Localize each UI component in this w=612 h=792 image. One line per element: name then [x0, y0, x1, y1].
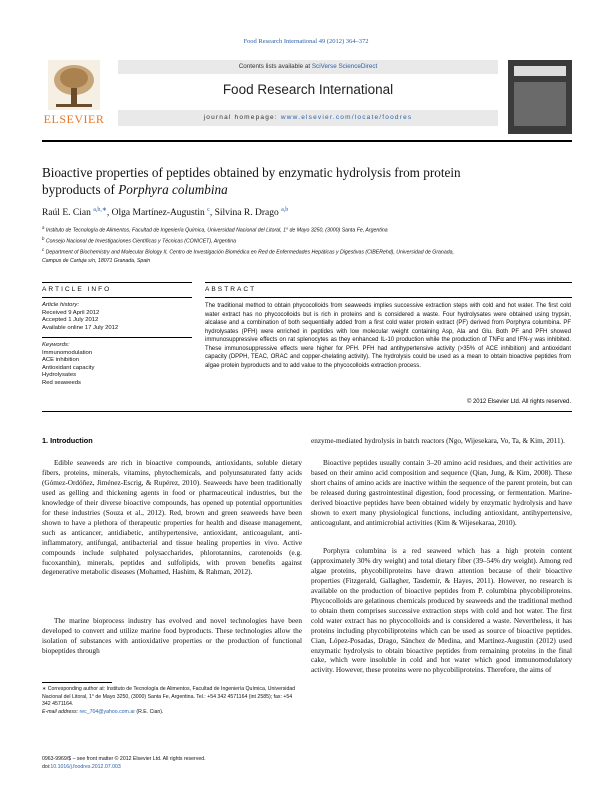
affil-text: Instituto de Tecnología de Alimentos, Facultad de Ingeniería Química, Universidad Nacional del Litoral, 1° de Mayo 3250, (3000) Santa Fe, Argentina — [45, 227, 388, 234]
sciencedirect-link[interactable]: SciVerse ScienceDirect — [311, 63, 378, 70]
affil-mark: b — [42, 236, 45, 242]
article-history — [42, 302, 192, 332]
history-online: Available online 17 July 2012 — [42, 324, 119, 331]
author-affil-mark[interactable]: c — [207, 207, 210, 213]
issn-line: 0963-9969/$ – see front matter © 2012 Elsevier Ltd. All rights reserved. — [42, 756, 206, 762]
copyright: © 2012 Elsevier Ltd. All rights reserved. — [466, 399, 571, 405]
page-footer — [42, 755, 206, 771]
doi-line — [42, 763, 206, 771]
intro-paragraph: Porphyra columbina is a red seaweed which has a high protein content (approximately 30% dry weight) and total dietary fiber (39–54% dry weight). Among red algae proteins, phycobiliproteins have drawn attention because of their bioactive properties (Fitzgerald, Gallagher, Tasdemir, & Hayes, 2011). However, no research is available on the production of bioactive peptides from P. columbina phycobiliproteins. Phycocolloids are gelatinous chemicals produced by seaweeds and the traditional method to obtain them comprises successive extraction steps with cold and hot water. The first cold water extract has no phycocolloids and is considered a waste. Nevertheless, it has proteins including phycobiliproteins which can be used as source of bioactive peptides. Cian, López-Posadas, Drago, Sánchez de Medina, and Martínez-Augustin (2012) used enzymatic hydrolysis to obtain bioactive peptides from remaining proteins in the final cake, which were insoluble in cold and hot water which good immunomodulatory activity. However, these proteins were no phycobiliproteins. Therefore, the aims of — [311, 547, 572, 675]
abstract-text: The traditional method to obtain phycocolloids from seaweeds implies successive extraction steps with cold and hot water. The first cold water extract has no phycocolloids but is rich in proteins and is considered a waste. Four hydrolysates were obtained using trypsin, alcalase and a combination of both sequentially added from a first cold water protein extract (PF) derived from Porphyra columbina. PF hydrolysates (PFH) were enriched in peptides with low molecular weight containing Asp, Ala and Glu. Both PF and PFH showed immunosuppressive effects on rat splenocytes as they enhanced IL-10 production while the production of TNFα and IFN-γ was inhibited. These immunosuppressive effects were higher for PFH. PFH had antihypertensive activity (>35% of ACE inhibition) and antioxidant capacity (DPPH, TEAC, ORAC and copper-chelating activity). The hydrolysis could be used as a mean to obtain bioactive peptides from algae protein byproducts and to add value to the phycocolloids extraction process. — [205, 303, 571, 369]
cover-image-area — [514, 82, 566, 126]
keywords — [42, 342, 192, 388]
abstract-bottom-rule — [42, 411, 572, 412]
history-label: Article history: — [42, 302, 79, 308]
title-line1: Bioactive properties of peptides obtained by enzymatic hydrolysis from protein — [42, 165, 461, 180]
article-title — [42, 164, 572, 198]
title-line2-prefix: byproducts of — [42, 182, 119, 197]
contents-bar — [118, 60, 498, 74]
intro-paragraph: enzyme-mediated hydrolysis in batch reactors (Ngo, Wijesekara, Vo, Ta, & Kim, 2011). — [311, 437, 565, 445]
header-divider — [42, 140, 572, 142]
info-top-rule — [42, 282, 192, 283]
abstract-label: ABSTRACT — [205, 286, 257, 293]
homepage-bar — [118, 110, 498, 126]
intro-paragraph: The marine bioprocess industry has evolved and novel technologies have been developed to convert and utilize marine food byproducts. These technologies allow the isolation of substances with antioxidative properties or the production of functional biopeptides through — [42, 617, 302, 655]
affiliations — [42, 224, 572, 266]
affil-text: Department of Biochemistry and Molecular Biology II, Centro de Investigación Biomédica en Red de Enfermedades Hepáticas y Digestivas (CIBERehd), Universidad de Granada, — [45, 250, 454, 257]
homepage-link[interactable]: www.elsevier.com/locate/foodres — [280, 114, 413, 121]
article-info-label: ARTICLE INFO — [42, 286, 112, 293]
journal-cover-thumbnail — [508, 60, 572, 134]
footnote-rule — [42, 682, 112, 683]
affiliation — [42, 257, 572, 265]
keyword: Hydrolysates — [42, 372, 77, 379]
email-label: E-mail address: — [42, 708, 80, 715]
keyword: Antioxidant capacity — [42, 364, 95, 371]
email-link[interactable]: rec_704@yahoo.com.ar — [79, 708, 135, 715]
journal-masthead — [118, 60, 498, 136]
info-mid-rule — [42, 337, 192, 338]
affil-text: Consejo Nacional de Investigaciones Científicas y Técnicas (CONICET), Argentina — [45, 238, 236, 245]
affiliation — [42, 246, 572, 257]
title-species: Porphyra columbina — [118, 182, 228, 197]
email-suffix: (R.E. Cian). — [134, 708, 164, 715]
history-accepted: Accepted 1 July 2012 — [42, 317, 99, 324]
intro-paragraph: Bioactive peptides usually contain 3–20 amino acid residues, and their activities are based on their amino acid composition and sequence (Qian, Jung, & Kim, 2008). These short chains of amino acids are inactive within the sequence of the parent protein, but can be released during gastrointestinal digestion, food processing, or fermentation. Marine-derived bioactive peptides have been obtained widely by enzymatic hydrolysis and have shown to exert many physiological functions, including antioxidant, antihypertensive, anticoagulant, and antimicrobial activities (Kim & Wijesekaraa, 2010). — [311, 459, 572, 527]
author-name: Raúl E. Cian — [42, 208, 91, 219]
abstract-sub-rule — [205, 297, 572, 298]
affiliation — [42, 235, 572, 246]
author-affil-mark[interactable]: a,b,∗ — [93, 207, 107, 213]
footnote-text: ∗ Corresponding author at: Instituto de Tecnología de Alimentos, Facultad de Ingeniería Química, Universidad Nacional del Litoral, 1° de Mayo 3250, (3000) Santa Fe, Argentina. Tel.: +54 342 4571164 (int 2585); fax: +54 342 4571164. — [42, 686, 296, 708]
doi-link[interactable]: 10.1016/j.foodres.2012.07.003 — [50, 764, 121, 770]
elsevier-tree-icon — [48, 60, 100, 110]
affil-mark: c — [42, 247, 45, 253]
author-name: Silvina R. Drago — [214, 208, 279, 219]
intro-paragraph: Edible seaweeds are rich in bioactive compounds, antioxidants, soluble dietary fibers, proteins, minerals, vitamins, phytochemicals, and polyunsaturated fatty acids (Gómez-Ordóñez, Jiménez-Escrig, & Rupérez, 2010). Seaweeds have been traditionally used as gelling and thickening agents in food or pharmaceutical industries, but the knowledge of their diverse bioactive compounds, has opened up potential opportunities for these industries (Souza et al., 2012). Red, brown and green seaweeds have been shown to have a plethora of therapeutic properties for health and disease management, such as anticancer, antidiabetic, antihypertensive, antioxidant, anticoagulant, anti-inflammatory, antifungal, antibacterial and tissue healing properties in vivo. Active compounds include sulphated polysaccharides, phlorotannins, carotenoids (e.g. fucoxanthin), minerals, peptides and sulfolipids, with proven benefits against degenerative metabolic diseases (Mohamed, Hashim, & Rahman, 2012). — [42, 459, 302, 577]
corresponding-footnote — [42, 686, 302, 716]
keyword: Immunomodulation — [42, 349, 93, 356]
keywords-label: Keywords: — [42, 342, 70, 348]
journal-title: Food Research International — [222, 82, 394, 97]
elsevier-logo — [42, 60, 106, 134]
keyword: ACE inhibition — [42, 357, 80, 364]
cover-title-strip — [514, 66, 566, 76]
affil-mark: a — [42, 225, 45, 230]
affil-text: Campus de Cartuja s/n, 18071 Granada, Spain — [42, 258, 151, 265]
doi-prefix: doi: — [42, 764, 51, 770]
author-list: Raúl E. Cian $^{a,b,∗}$, Olga Martínez-Augustin $^c$, Silvina R. Drago $^{a,b}$ — [42, 207, 289, 219]
homepage-prefix: journal homepage: — [203, 114, 281, 121]
info-sub-rule — [42, 297, 192, 298]
footnote-email — [42, 709, 302, 717]
history-received: Received 9 April 2012 — [42, 309, 100, 316]
section-heading: 1. Introduction — [42, 436, 93, 445]
keyword: Red seaweeds — [42, 379, 81, 386]
author-name: Olga Martínez-Augustin — [111, 208, 205, 219]
contents-prefix: Contents lists available at — [238, 63, 312, 70]
journal-reference[interactable]: Food Research International 49 (2012) 364–372 — [243, 38, 369, 45]
affiliation — [42, 224, 572, 235]
author-affil-mark[interactable]: a,b — [281, 207, 289, 213]
elsevier-wordmark: ELSEVIER — [43, 112, 105, 126]
abstract-top-rule — [205, 282, 572, 283]
